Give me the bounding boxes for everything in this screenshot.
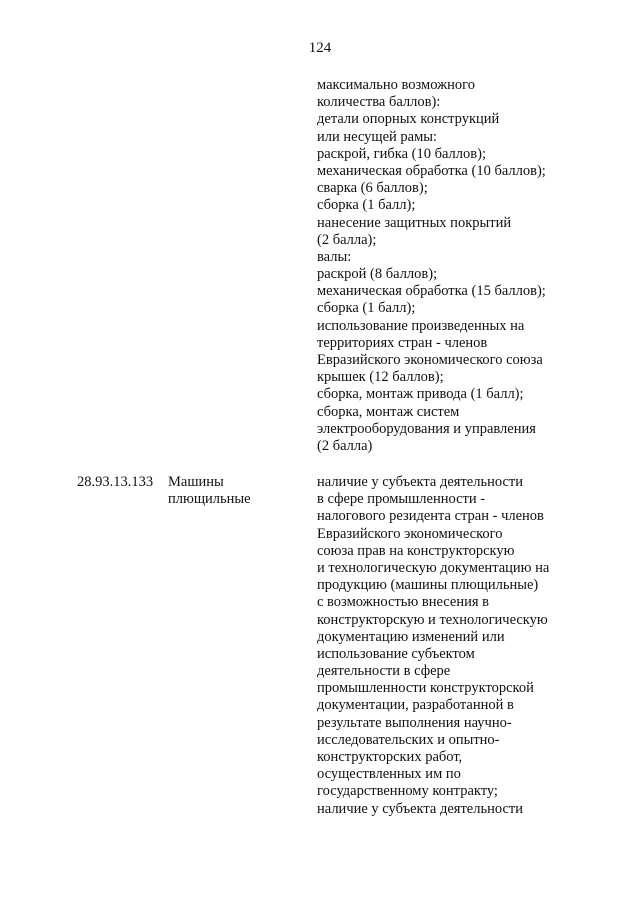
requirement-line: использование субъектом — [317, 645, 475, 662]
requirement-line: наличие у субъекта деятельности — [317, 800, 523, 817]
requirement-line: конструкторских работ, — [317, 749, 463, 765]
continuation-text — [317, 77, 546, 455]
text-line: количества баллов): — [317, 94, 441, 111]
text-line: использование произведенных на — [317, 317, 525, 334]
requirement-line: в сфере промышленности - — [317, 491, 486, 508]
text-line: электрооборудования и управления — [317, 420, 536, 437]
text-line: сборка, монтаж систем — [317, 403, 460, 420]
requirement-line: с возможностью внесения в — [317, 594, 489, 611]
product-code: 28.93.13.133 — [77, 474, 154, 490]
text-line: сборка (1 балл); — [317, 300, 416, 317]
product-name — [168, 474, 251, 508]
requirement-line: промышленности конструкторской — [317, 680, 534, 697]
text-line: максимально возможного — [317, 77, 475, 93]
text-line: территориях стран - членов — [317, 334, 488, 351]
requirement-line: документацию изменений или — [317, 628, 505, 645]
requirement-line: исследовательских и опытно- — [317, 731, 500, 748]
requirement-line: и технологическую документацию на — [317, 559, 550, 576]
text-line: Евразийского экономического союза — [317, 352, 543, 368]
text-line: раскрой (8 баллов); — [317, 266, 438, 283]
product-requirements — [317, 474, 549, 818]
text-line: валы: — [317, 248, 352, 265]
text-line: крышек (12 баллов); — [317, 369, 444, 386]
text-line: (2 балла); — [317, 231, 377, 248]
text-line: раскрой, гибка (10 баллов); — [317, 145, 486, 162]
requirement-line: осуществленных им по — [317, 766, 461, 783]
requirement-line: документации, разработанной в — [317, 697, 514, 714]
text-line: детали опорных конструкций — [317, 111, 500, 128]
requirement-line: результате выполнения научно- — [317, 714, 512, 731]
text-line: (2 балла) — [317, 437, 373, 454]
requirement-line: деятельности в сфере — [317, 663, 451, 680]
product-name-line: Машины — [168, 474, 224, 490]
requirement-line: продукцию (машины плющильные) — [317, 577, 539, 594]
text-line: сборка, монтаж привода (1 балл); — [317, 386, 524, 403]
product-name-line: плющильные — [168, 491, 251, 508]
requirement-line: союза прав на конструкторскую — [317, 542, 515, 559]
text-line: сварка (6 баллов); — [317, 180, 428, 197]
page-number: 124 — [308, 40, 332, 56]
text-line: механическая обработка (15 баллов); — [317, 283, 546, 300]
requirement-line: государственному контракту; — [317, 783, 498, 800]
text-line: нанесение защитных покрытий — [317, 214, 512, 231]
requirement-line: наличие у субъекта деятельности — [317, 474, 523, 490]
requirement-line: конструкторскую и технологическую — [317, 611, 548, 628]
text-line: или несущей рамы: — [317, 128, 438, 145]
requirement-line: Евразийского экономического — [317, 525, 503, 542]
text-line: сборка (1 балл); — [317, 197, 416, 214]
requirement-line: налогового резидента стран - членов — [317, 508, 544, 525]
text-line: механическая обработка (10 баллов); — [317, 162, 546, 179]
